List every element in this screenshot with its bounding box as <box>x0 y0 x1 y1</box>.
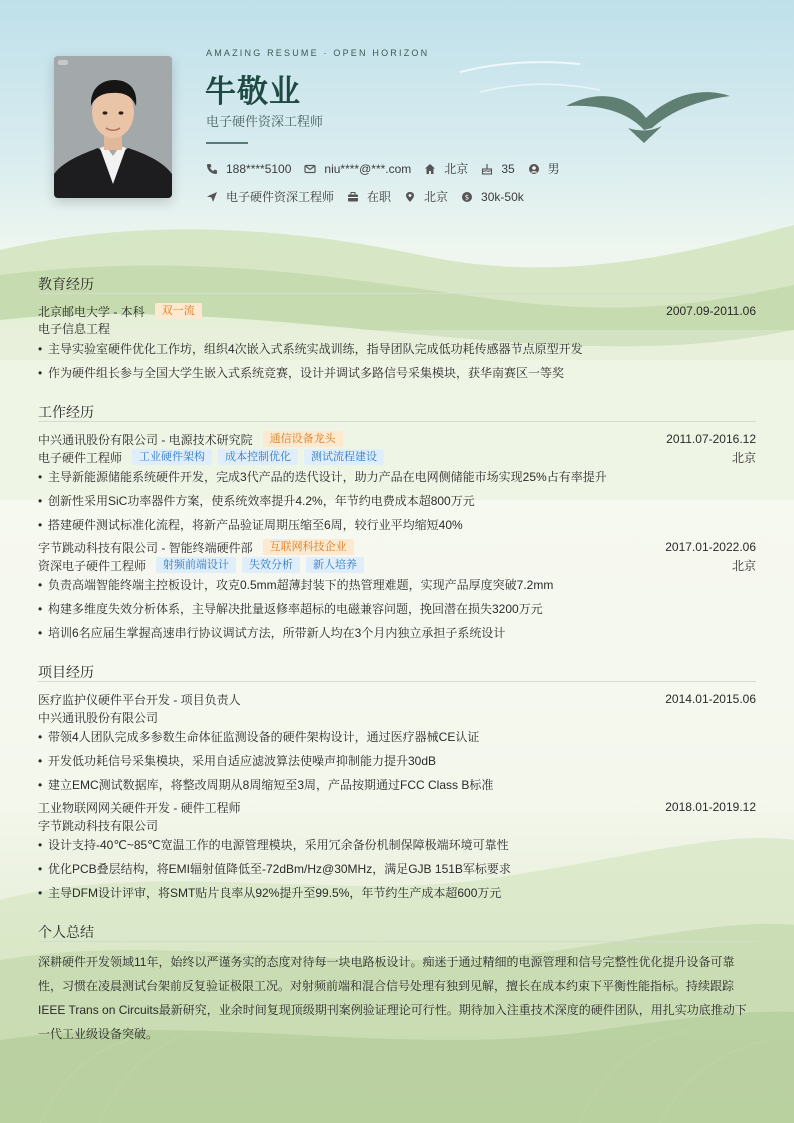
work-skill-tag: 工业硬件架构 <box>132 449 212 465</box>
job-intent-row <box>206 188 537 205</box>
work-role: 电子硬件工程师 <box>38 450 123 465</box>
summary-section-title: 个人总结 <box>38 924 94 940</box>
work-role: 资深电子硬件工程师 <box>38 558 147 573</box>
gender-value: 男 <box>547 162 560 176</box>
project-name-role: 工业物联网网关硬件开发 - 硬件工程师 <box>38 800 241 815</box>
education-bullet: • 作为硬件组长参与全国大学生嵌入式系统竞赛，设计并调试多路信号采集模块，获华南赛区一等奖 <box>38 364 756 381</box>
age-value: 35 <box>501 161 515 176</box>
intent-position-value: 电子硬件资深工程师 <box>226 190 335 204</box>
intent-location-value: 北京 <box>424 190 449 204</box>
education-major <box>38 319 756 337</box>
education-major-text: 电子信息工程 <box>38 321 111 336</box>
contact-info-row <box>206 160 573 177</box>
work-skill-tag: 新人培养 <box>306 557 364 573</box>
work-dates: 2017.01-2022.06 <box>665 540 756 554</box>
contact-city <box>424 160 468 177</box>
education-entry-header <box>38 302 756 320</box>
header-divider <box>206 142 248 144</box>
project-company-row <box>38 816 756 834</box>
home-icon <box>424 163 436 175</box>
work-bullet: • 构建多维度失效分析体系，主导解决批量返修率超标的电磁兼容问题，挽回潜在损失3200万元 <box>38 600 756 617</box>
candidate-title: 电子硬件资深工程师 <box>206 114 324 129</box>
project-entry-header <box>38 798 756 816</box>
email-value: niu****@***.com <box>324 161 412 176</box>
project-company-row <box>38 708 756 726</box>
work-skill-tag: 失效分析 <box>242 557 300 573</box>
work-role-row <box>38 448 756 466</box>
work-entry-header <box>38 430 756 448</box>
work-skill-tag: 成本控制优化 <box>218 449 298 465</box>
project-bullet: • 带领4人团队完成多参数生命体征监测设备的硬件架构设计，通过医疗器械CE认证 <box>38 728 756 745</box>
projects-section-title: 项目经历 <box>38 664 94 680</box>
project-company: 中兴通讯股份有限公司 <box>38 710 159 725</box>
intent-salary-value: 30k-50k <box>481 189 524 204</box>
location-icon <box>404 191 416 203</box>
avatar <box>54 56 172 198</box>
candidate-name: 牛敬业 <box>205 74 301 109</box>
summary-text: 深耕硬件开发领域11年，始终以严谨务实的态度对待每一块电路板设计。痴迷于通过精细的电源管理和信号完整性优化提升设备可靠性，习惯在凌晨测试台架前反复验证极限工况。对射频前端和混合信号处理有独到见解，擅长在成本约束下平衡性能指标。持续跟踪IEEE Trans on Circuits最新研究，业余时间复现顶级期刊案例验证理论可行性。期待加入注重技术深度的硬件团队，用扎实功底推动下一代工业级设备突破。 <box>38 955 747 1041</box>
work-company-tag: 互联网科技企业 <box>263 539 354 555</box>
work-location: 北京 <box>731 450 756 465</box>
work-bullet: • 培训6名应届生掌握高速串行协议调试方法，所带新人均在3个月内独立承担子系统设计 <box>38 624 756 641</box>
city-value: 北京 <box>444 162 469 176</box>
gender-icon <box>528 163 540 175</box>
salary-icon <box>461 191 473 203</box>
work-entry-header <box>38 538 756 556</box>
contact-phone <box>206 162 291 176</box>
age-icon <box>481 163 493 175</box>
work-dates: 2011.07-2016.12 <box>666 432 756 446</box>
intent-location <box>404 188 448 205</box>
svg-text:$: $ <box>464 193 470 202</box>
education-dates: 2007.09-2011.06 <box>666 304 756 318</box>
contact-gender <box>528 160 560 177</box>
education-tag: 双一流 <box>155 303 202 319</box>
work-company: 字节跳动科技有限公司 - 智能终端硬件部 <box>38 540 253 555</box>
intent-status <box>347 188 391 205</box>
project-name-role: 医疗监护仪硬件平台开发 - 项目负责人 <box>38 692 241 707</box>
education-section-title: 教育经历 <box>38 276 94 292</box>
work-bullet: • 创新性采用SiC功率器件方案，使系统效率提升4.2%，年节约电费成本超800万元 <box>38 492 756 509</box>
work-bullet: • 主导新能源储能系统硬件开发，完成3代产品的迭代设计，助力产品在电网侧储能市场实现25%占有率提升 <box>38 468 756 485</box>
intent-status-value: 在职 <box>367 190 392 204</box>
briefcase-icon <box>347 191 359 203</box>
send-icon <box>206 191 218 203</box>
work-skill-tag: 射频前端设计 <box>156 557 236 573</box>
project-bullet: • 优化PCB叠层结构，将EMI辐射值降低至-72dBm/Hz@30MHz，满足GJB 151B军标要求 <box>38 860 756 877</box>
work-bullet: • 负责高端智能终端主控板设计，攻克0.5mm超薄封装下的热管理难题，实现产品厚度突破7.2mm <box>38 576 756 593</box>
work-role-row <box>38 556 756 574</box>
section-divider <box>38 941 756 942</box>
project-dates: 2014.01-2015.06 <box>665 692 756 706</box>
project-bullet: • 设计支持-40℃~85℃宽温工作的电源管理模块，采用冗余备份机制保障极端环境可靠性 <box>38 836 756 853</box>
contact-age <box>481 162 514 176</box>
work-location: 北京 <box>731 558 756 573</box>
work-bullet: • 搭建硬件测试标准化流程，将新产品验证周期压缩至6周，较行业平均缩短40% <box>38 516 756 533</box>
project-bullet: • 建立EMC测试数据库，将整改周期从8周缩短至3周，产品按期通过FCC Class B标准 <box>38 776 756 793</box>
project-bullet: • 开发低功耗信号采集模块，采用自适应滤波算法使噪声抑制能力提升30dB <box>38 752 756 769</box>
section-divider <box>38 681 756 682</box>
intent-salary <box>461 190 524 204</box>
contact-email <box>304 162 411 176</box>
project-dates: 2018.01-2019.12 <box>665 800 756 814</box>
project-bullet: • 主导DFM设计评审，将SMT贴片良率从92%提升至99.5%，年节约生产成本超600万元 <box>38 884 756 901</box>
intent-position <box>206 188 334 205</box>
phone-icon <box>206 163 218 175</box>
email-icon <box>304 163 316 175</box>
work-company-tag: 通信设备龙头 <box>263 431 343 447</box>
education-bullet: • 主导实验室硬件优化工作坊，组织4次嵌入式系统实战训练，指导团队完成低功耗传感器节点原型开发 <box>38 340 756 357</box>
work-section-title: 工作经历 <box>38 404 94 420</box>
section-divider <box>38 421 756 422</box>
resume-tagline: AMAZING RESUME · OPEN HORIZON <box>206 48 430 58</box>
work-skill-tag: 测试流程建设 <box>304 449 384 465</box>
section-divider <box>38 293 756 294</box>
education-school: 北京邮电大学 - 本科 <box>38 304 145 319</box>
project-entry-header <box>38 690 756 708</box>
work-company: 中兴通讯股份有限公司 - 电源技术研究院 <box>38 432 253 447</box>
phone-value: 188****5100 <box>226 161 292 176</box>
project-company: 字节跳动科技有限公司 <box>38 818 159 833</box>
